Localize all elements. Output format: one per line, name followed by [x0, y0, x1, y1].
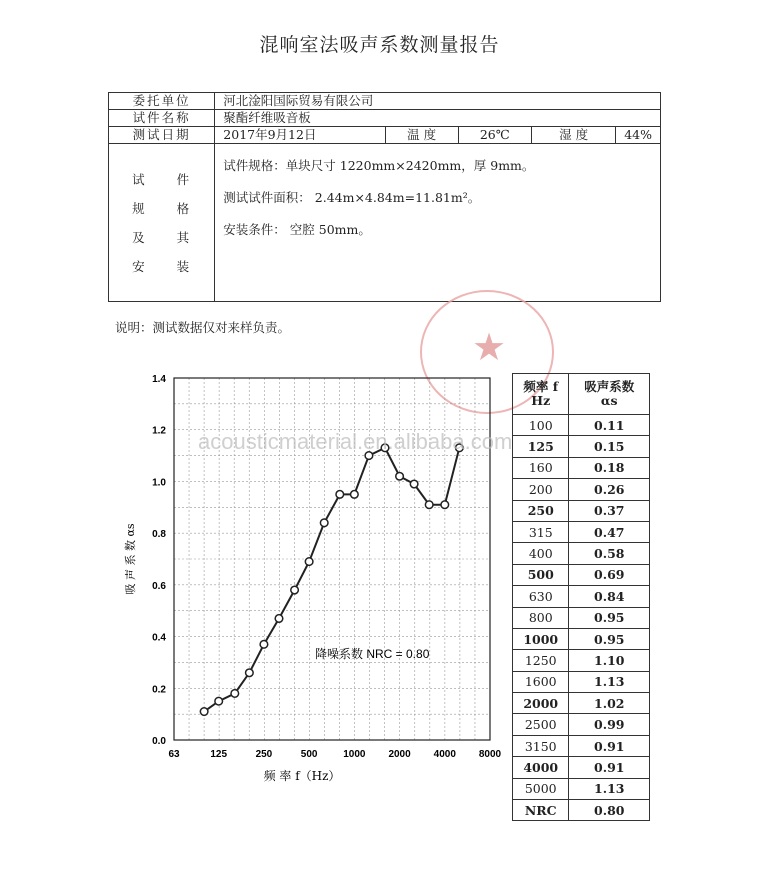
table-row [513, 521, 650, 542]
report-title: 混响室法吸声系数测量报告 [259, 34, 500, 56]
sample-value: 聚酯纤维吸音板 [215, 110, 661, 127]
nrc-annotation: 降噪系数 NRC = 0.80 [315, 647, 430, 661]
data-point [231, 690, 239, 698]
date-label: 测试日期 [109, 127, 215, 144]
alpha-cell: 0.15 [569, 436, 650, 457]
freq-cell: 200 [513, 479, 569, 500]
table-row [513, 757, 650, 778]
y-tick-label: 0.0 [152, 736, 166, 747]
humidity-value: 44% [616, 127, 661, 144]
alpha-cell: 0.26 [569, 479, 650, 500]
table-row [513, 778, 650, 799]
data-point [425, 501, 433, 509]
seal-star-icon: ★ [472, 325, 507, 369]
freq-header [513, 374, 569, 415]
data-point [275, 615, 283, 623]
table-row [513, 436, 650, 457]
x-tick-label: 500 [300, 749, 318, 760]
alpha-header-unit: αs [600, 393, 618, 408]
data-point [351, 491, 359, 499]
table-row [513, 500, 650, 521]
data-point [396, 472, 404, 480]
freq-cell: 500 [513, 564, 569, 585]
spec-content [215, 144, 661, 302]
table-row [513, 735, 650, 756]
table-row [513, 415, 650, 436]
spec-label-2: 规 格 [132, 200, 204, 216]
freq-cell: 125 [513, 436, 569, 457]
freq-cell: 160 [513, 457, 569, 478]
freq-cell: 400 [513, 543, 569, 564]
absorption-chart [110, 365, 513, 785]
alpha-cell: 0.18 [569, 457, 650, 478]
nrc-value: 0.80 [569, 800, 650, 821]
client-value: 河北淦阳国际贸易有限公司 [215, 93, 661, 110]
data-point [260, 641, 268, 649]
spec-line-area: 测试试件面积： 2.44m×4.84m=11.81m²。 [223, 190, 481, 205]
freq-cell: 5000 [513, 778, 569, 799]
frequency-table [512, 373, 650, 821]
table-row [513, 586, 650, 607]
client-label: 委托单位 [109, 93, 215, 110]
nrc-name: NRC [513, 800, 569, 821]
spec-label-1: 试 件 [132, 171, 204, 187]
freq-cell: 800 [513, 607, 569, 628]
alpha-cell: 1.13 [569, 778, 650, 799]
freq-header-label: 频率 f [523, 379, 559, 394]
data-point [441, 501, 449, 509]
alpha-cell: 0.91 [569, 735, 650, 756]
x-axis-label: 频 率 f（Hz） [263, 769, 341, 783]
y-tick-label: 1.0 [152, 477, 166, 489]
spec-label-4: 安 装 [132, 258, 204, 274]
data-point [410, 480, 418, 488]
freq-cell: 2500 [513, 714, 569, 735]
table-row [513, 607, 650, 628]
disclaimer-note: 说明：测试数据仅对来样负责。 [115, 320, 291, 335]
freq-cell: 630 [513, 586, 569, 607]
series-line [204, 448, 459, 712]
table-row [513, 714, 650, 735]
humidity-label: 湿 度 [532, 127, 616, 144]
data-point [246, 669, 254, 677]
alpha-cell: 0.58 [569, 543, 650, 564]
x-tick-label: 4000 [433, 749, 456, 760]
x-tick-label: 8000 [478, 749, 502, 760]
alpha-cell: 0.11 [569, 415, 650, 436]
spec-line-mount: 安装条件： 空腔 50mm。 [223, 222, 371, 237]
table-row [513, 671, 650, 692]
y-tick-label: 0.2 [152, 684, 166, 696]
alpha-cell: 1.13 [569, 671, 650, 692]
y-tick-label: 0.4 [152, 632, 166, 644]
alpha-cell: 0.91 [569, 757, 650, 778]
alpha-cell: 0.99 [569, 714, 650, 735]
freq-cell: 1600 [513, 671, 569, 692]
freq-cell: 315 [513, 521, 569, 542]
alpha-header-label: 吸声系数 [584, 379, 635, 394]
x-tick-label: 250 [255, 749, 273, 760]
y-tick-label: 1.2 [152, 425, 166, 437]
data-point [305, 558, 313, 566]
spec-line-size: 试件规格：单块尺寸 1220mm×2420mm，厚 9mm。 [223, 158, 535, 173]
table-row [513, 693, 650, 714]
watermark-text: acousticmaterial.en.alibaba.com [198, 429, 513, 454]
x-tick-label: 63 [168, 749, 180, 760]
chart-marks [200, 444, 463, 715]
freq-cell: 100 [513, 415, 569, 436]
data-point [291, 586, 299, 594]
x-tick-label: 125 [210, 749, 228, 760]
alpha-cell: 0.95 [569, 628, 650, 649]
y-axis-label: 吸 声 系 数 αs [124, 523, 137, 595]
y-tick-label: 1.4 [152, 374, 166, 385]
data-point [215, 697, 223, 705]
alpha-cell: 0.37 [569, 500, 650, 521]
y-tick-label: 0.8 [152, 529, 166, 541]
table-row [513, 479, 650, 500]
table-row [513, 650, 650, 671]
data-point [320, 519, 328, 527]
info-table [108, 92, 661, 302]
freq-cell: 250 [513, 500, 569, 521]
table-row [513, 628, 650, 649]
freq-cell: 3150 [513, 735, 569, 756]
freq-cell: 1250 [513, 650, 569, 671]
y-tick-label: 0.6 [152, 580, 166, 592]
temp-label: 温 度 [385, 127, 458, 144]
freq-cell: 2000 [513, 693, 569, 714]
freq-cell: 4000 [513, 757, 569, 778]
freq-header-unit: Hz [531, 393, 551, 408]
alpha-cell: 0.69 [569, 564, 650, 585]
spec-label-3: 及 其 [132, 229, 204, 245]
temp-value: 26℃ [458, 127, 532, 144]
x-tick-label: 2000 [388, 749, 411, 760]
data-point [200, 708, 208, 716]
data-point [336, 491, 344, 499]
table-row [513, 564, 650, 585]
alpha-cell: 0.95 [569, 607, 650, 628]
alpha-header [569, 374, 650, 415]
table-row [513, 543, 650, 564]
spec-label [109, 144, 215, 302]
sample-label: 试件名称 [109, 110, 215, 127]
date-value: 2017年9月12日 [215, 127, 386, 144]
x-tick-label: 1000 [343, 749, 366, 760]
alpha-cell: 1.10 [569, 650, 650, 671]
alpha-cell: 1.02 [569, 693, 650, 714]
table-row [513, 457, 650, 478]
alpha-cell: 0.84 [569, 586, 650, 607]
alpha-cell: 0.47 [569, 521, 650, 542]
freq-cell: 1000 [513, 628, 569, 649]
